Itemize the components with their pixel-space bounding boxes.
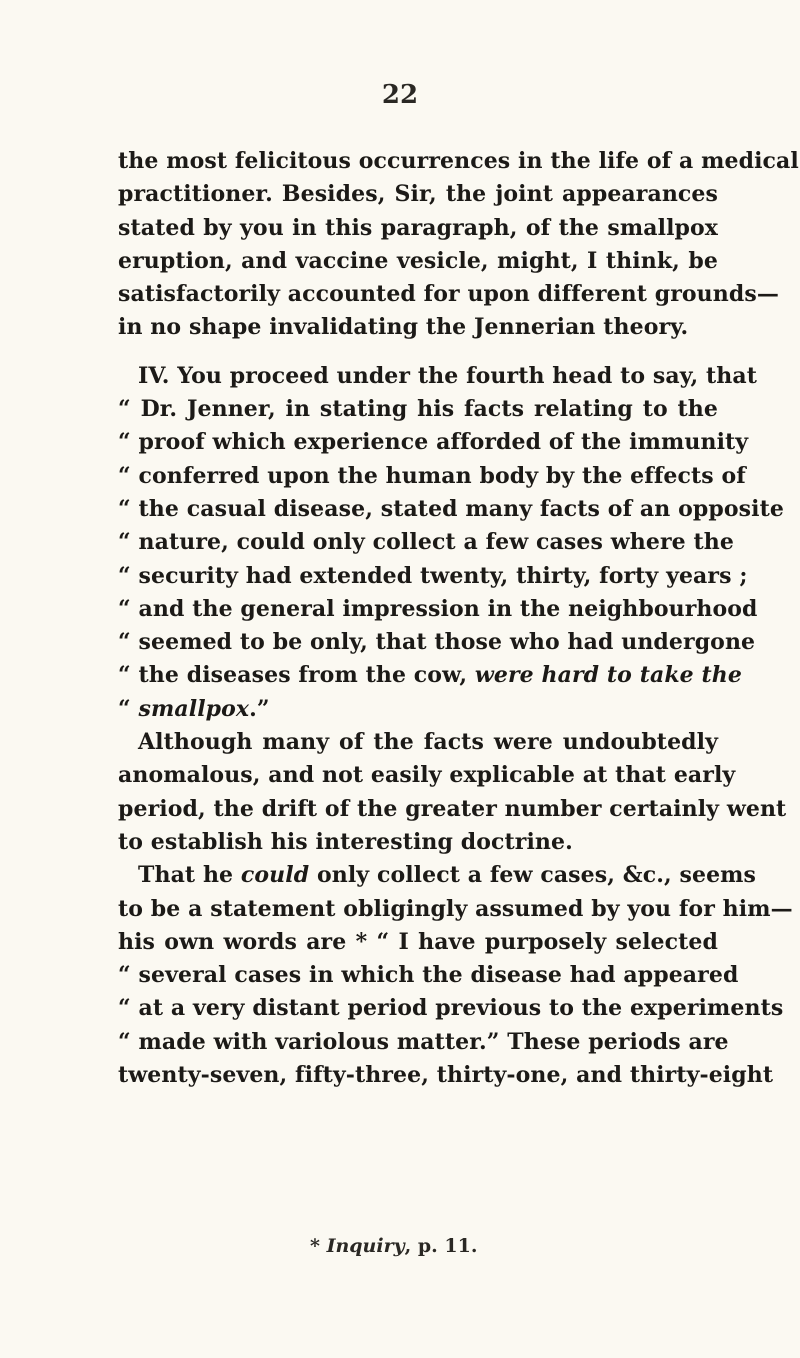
footnote-marker: * (310, 1235, 327, 1257)
text-line: “ seemed to be only, that those who had undergone (118, 629, 756, 656)
text-span: .” (249, 695, 270, 722)
text-span: only collect a few cases, &c., seems (309, 862, 757, 889)
italic-text: smallpox (138, 695, 250, 722)
italic-text: could (240, 862, 310, 889)
text-line: anomalous, and not easily explicable at that early (118, 762, 736, 789)
text-line: “ at a very distant period previous to the experiments (118, 995, 784, 1022)
text-line: Although many of the facts were undoubtedly (138, 729, 718, 756)
text-line: in no shape invalidating the Jennerian theory. (118, 314, 689, 341)
text-span: That he (138, 862, 241, 889)
italic-text: were hard to take the (474, 662, 742, 689)
text-span: “ (118, 695, 139, 722)
text-line: eruption, and vaccine vesicle, might, I think, be (118, 247, 718, 274)
text-line: “ proof which experience afforded of the immunity (118, 429, 749, 456)
text-line: “ conferred upon the human body by the effects of (118, 462, 746, 489)
text-line: his own words are * “ I have purposely selected (118, 928, 718, 955)
footnote-italic: Inquiry (326, 1235, 405, 1257)
text-line (118, 859, 757, 892)
text-line: satisfactorily accounted for upon different grounds— (118, 281, 779, 308)
body-text (118, 145, 799, 1092)
text-line (118, 693, 718, 726)
footnote (310, 1235, 477, 1257)
footnote-text: , p. 11. (404, 1235, 478, 1257)
text-line: “ the casual disease, stated many facts of an opposite (118, 495, 784, 522)
page-number: 22 (381, 80, 419, 110)
text-line: IV. You proceed under the fourth head to say, that (138, 362, 758, 389)
text-line: “ security had extended twenty, thirty, forty years ; (118, 562, 748, 589)
text-line: the most felicitous occurrences in the life of a medical (118, 148, 799, 174)
text-line: period, the drift of the greater number certainly went (118, 795, 787, 822)
text-line: stated by you in this paragraph, of the smallpox (118, 214, 718, 241)
text-line: to establish his interesting doctrine. (118, 828, 573, 855)
text-span: “ the diseases from the cow, (118, 662, 475, 689)
text-line: twenty-seven, fifty-three, thirty-one, and thirty-eight (118, 1062, 774, 1089)
text-line: “ several cases in which the disease had appeared (118, 962, 739, 989)
text-line: to be a statement obligingly assumed by you for him— (118, 895, 793, 922)
text-line: “ nature, could only collect a few cases where the (118, 529, 734, 556)
text-line: “ Dr. Jenner, in stating his facts relating to the (118, 396, 718, 423)
text-line (118, 659, 742, 692)
text-line: “ made with variolous matter.” These periods are (118, 1028, 729, 1055)
text-line: practitioner. Besides, Sir, the joint appearances (118, 181, 718, 208)
text-line: “ and the general impression in the neighbourhood (118, 595, 758, 622)
